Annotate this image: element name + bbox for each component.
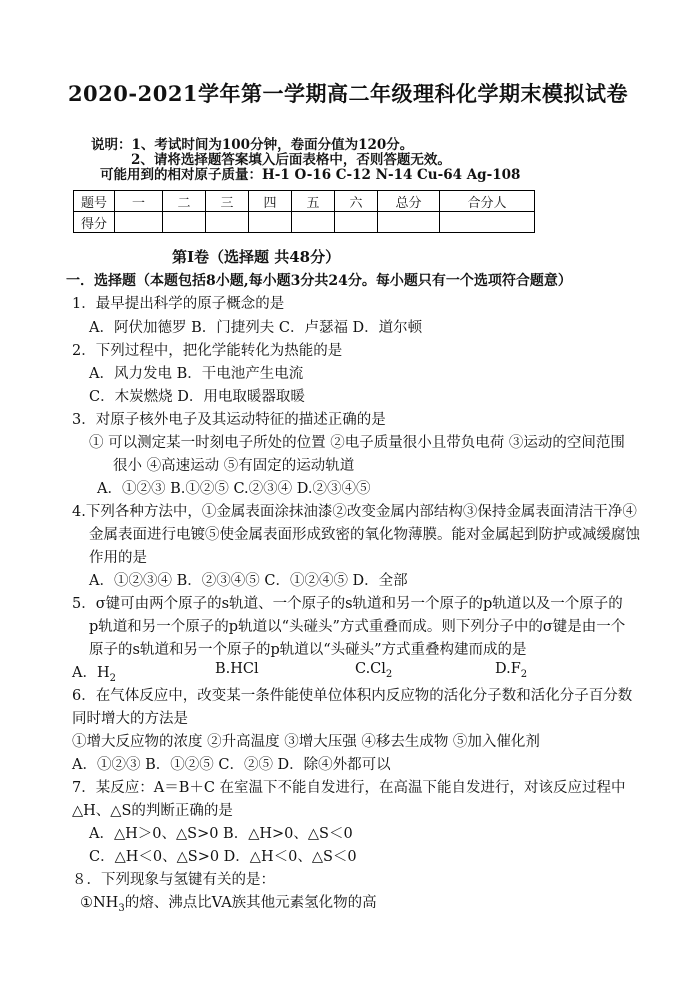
question-5-option-a: A．$H_2$ (72, 665, 116, 684)
question-2-options-cd: C．木炭燃烧 D．用电取暖器取暖 (89, 389, 305, 405)
score-cell: 二 (163, 191, 206, 212)
score-input-cell (249, 212, 292, 233)
atomic-mass-note: 可能用到的相对原子质量：H-1 O-16 C-12 N-14 Cu-64 Ag-108 (100, 167, 521, 183)
score-input-cell (335, 212, 378, 233)
question-4-options: A．①②③④ B．②③④⑤ C．①②④⑤ D．全部 (89, 573, 408, 589)
score-cell: 三 (206, 191, 249, 212)
question-7-options-cd: C．△H＜0、△S>0 D．△H＜0、△S＜0 (89, 849, 357, 865)
section-heading: 一．选择题（本题包括8小题,每小题3分共24分。每小题只有一个选项符合题意） (66, 273, 572, 289)
score-cell: 五 (292, 191, 335, 212)
question-1-options: A．阿伏加德罗 B．门捷列夫 C．卢瑟福 D．道尔顿 (89, 320, 423, 336)
score-input-cell (115, 212, 163, 233)
question-7-cont: △H、△S的判断正确的是 (72, 803, 233, 819)
question-5: 5．σ键可由两个原子的s轨道、一个原子的s轨道和另一个原子的p轨道以及一个原子的 (72, 596, 623, 612)
question-5-cont: p轨道和另一个原子的p轨道以“头碰头”方式重叠而成。则下列分子中的σ键是由一个 (89, 619, 626, 635)
question-3-items-cont: 很小 ④高速运动 ⑤有固定的运动轨道 (113, 458, 355, 474)
score-cell: 得分 (74, 212, 115, 233)
question-7-options-ab: A．△H＞0、△S>0 B．△H>0、△S＜0 (89, 826, 353, 842)
question-8-item-1: $①NH_3$的熔、沸点比VA族其他元素氢化物的高 (80, 895, 377, 914)
score-cell: 总分 (378, 191, 440, 212)
question-4-cont: 金属表面进行电镀⑤使金属表面形成致密的氧化物薄膜。能对金属起到防护或减缓腐蚀 (89, 527, 640, 543)
question-5-option-c: $C.Cl_2$ (355, 661, 393, 680)
question-3: 3．对原子核外电子及其运动特征的描述正确的是 (72, 412, 386, 428)
part-title: 第Ⅰ卷（选择题 共48分） (172, 248, 341, 266)
question-6: 6．在气体反应中，改变某一条件能使单位体积内反应物的活化分子数和活化分子百分数 (72, 688, 633, 704)
score-cell: 一 (115, 191, 163, 212)
score-cell: 六 (335, 191, 378, 212)
question-4: 4.下列各种方法中，①金属表面涂抹油漆②改变金属内部结构③保持金属表面清洁干净④ (72, 504, 637, 520)
score-cell: 题号 (74, 191, 115, 212)
question-5-option-d: $D.F_2$ (495, 661, 528, 680)
page-title: 2020-2021学年第一学期高二年级理科化学期末模拟试卷 (67, 81, 629, 106)
score-table (73, 190, 535, 233)
question-6-options: A．①②③ B．①②⑤ C．②⑤ D．除④外都可以 (72, 757, 391, 773)
score-input-cell (206, 212, 249, 233)
question-5-cont-2: 原子的s轨道和另一个原子的p轨道以“头碰头”方式重叠构建而成的是 (89, 642, 527, 658)
question-1: 1．最早提出科学的原子概念的是 (72, 296, 285, 312)
score-table-score-row (74, 212, 535, 233)
question-2: 2．下列过程中，把化学能转化为热能的是 (72, 343, 343, 359)
exam-note-1: 说明：1、考试时间为100分钟，卷面分值为120分。 (91, 137, 414, 153)
score-input-cell (163, 212, 206, 233)
question-5-option-b: B.HCl (215, 661, 259, 677)
score-input-cell (292, 212, 335, 233)
question-2-options-ab: A．风力发电 B．干电池产生电流 (89, 366, 304, 382)
score-input-cell (378, 212, 440, 233)
score-cell: 合分人 (440, 191, 535, 212)
question-3-options: A．①②③ B.①②⑤ C.②③④ D.②③④⑤ (97, 481, 371, 497)
question-6-items: ①增大反应物的浓度 ②升高温度 ③增大压强 ④移去生成物 ⑤加入催化剂 (72, 734, 540, 750)
question-3-items: ① 可以测定某一时刻电子所处的位置 ②电子质量很小且带负电荷 ③运动的空间范围 (89, 435, 625, 451)
question-8: ８．下列现象与氢键有关的是： (72, 872, 275, 888)
score-cell: 四 (249, 191, 292, 212)
score-table-header-row (74, 191, 535, 212)
question-7: 7．某反应：A＝B＋C 在室温下不能自发进行，在高温下能自发进行，对该反应过程中 (72, 780, 626, 796)
exam-note-2: 2、请将选择题答案填入后面表格中，否则答题无效。 (131, 152, 451, 168)
score-input-cell (440, 212, 535, 233)
question-4-cont-2: 作用的是 (89, 550, 147, 566)
question-6-cont: 同时增大的方法是 (72, 711, 188, 727)
